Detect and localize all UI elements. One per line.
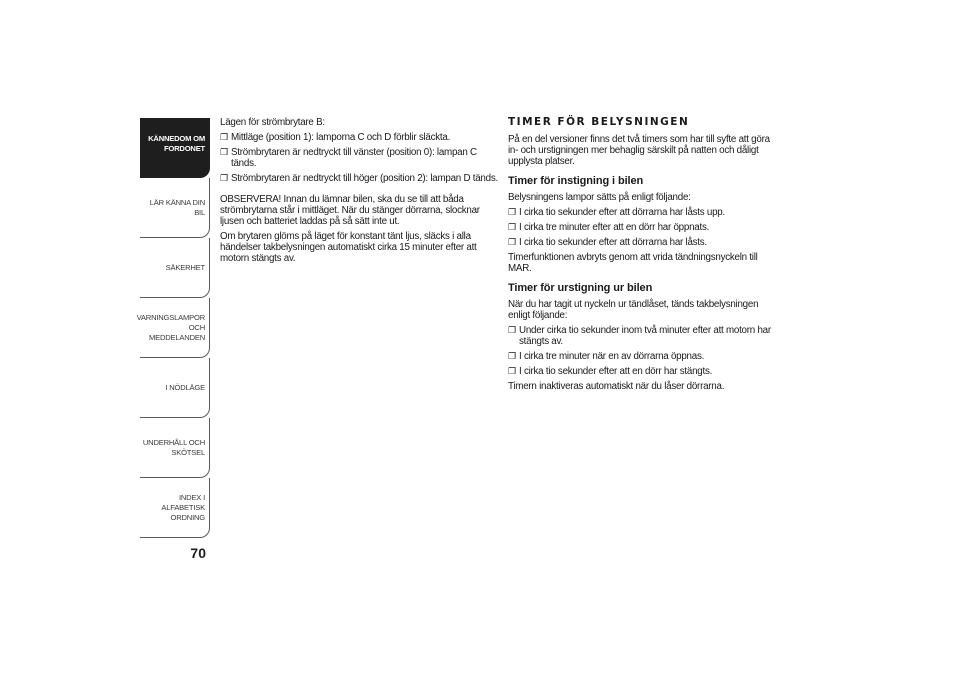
list-item: ❐ I cirka tre minuter när en av dörrarna öppnas. xyxy=(508,351,705,362)
checkbox-bullet-icon: ❐ xyxy=(508,325,516,335)
chapter-sidebar xyxy=(136,118,210,538)
tab-underhall-och-skotsel[interactable] xyxy=(140,418,210,478)
checkbox-bullet-icon: ❐ xyxy=(508,351,516,361)
tab-label: SÄKERHET xyxy=(165,262,205,272)
subsection-outro: Timerfunktionen avbryts genom att vrida tändningsnyckeln till MAR. xyxy=(508,252,758,274)
subsection-outro: Timern inaktiveras automatiskt när du låser dörrarna. xyxy=(508,381,725,392)
checkbox-bullet-icon: ❐ xyxy=(220,173,228,183)
right-column xyxy=(508,117,774,396)
checkbox-bullet-icon: ❐ xyxy=(220,132,228,142)
tab-varningslampor[interactable] xyxy=(136,298,210,358)
subsection-heading: Timer för urstigning ur bilen xyxy=(508,282,653,294)
checkbox-bullet-icon: ❐ xyxy=(508,222,516,232)
tab-label: KÄNNEDOM OM FORDONET xyxy=(148,134,205,153)
tab-index[interactable] xyxy=(140,478,210,538)
tab-kannedom-om-fordonet[interactable] xyxy=(140,118,210,178)
checkbox-bullet-icon: ❐ xyxy=(220,147,228,157)
list-item: ❐ I cirka tio sekunder efter att dörrarna har låsts upp. xyxy=(508,207,725,218)
tab-label: UNDERHÅLL OCH SKÖTSEL xyxy=(142,437,205,457)
list-item: ❐ Strömbrytaren är nedtryckt till höger (position 2): lampan D tänds. xyxy=(220,173,498,184)
subsection-intro: Belysningens lampor sätts på enligt följande: xyxy=(508,192,691,203)
page-number: 70 xyxy=(190,545,206,561)
list-item: ❐ Mittläge (position 1): lamporna C och D förblir släckta. xyxy=(220,132,451,143)
subsection-intro: När du har tagit ut nyckeln ur tändlåset, tänds takbelysningen enligt följande: xyxy=(508,299,759,321)
tab-lar-kanna-din-bil[interactable] xyxy=(140,178,210,238)
checkbox-bullet-icon: ❐ xyxy=(508,207,516,217)
note-paragraph: Om brytaren glöms på läget för konstant tänt ljus, släcks i alla händelser takbelysningen automatiskt cirka 15 minuter efter att motorn stängts av. xyxy=(220,231,477,264)
list-item: ❐ Strömbrytaren är nedtryckt till vänster (position 0): lampan C tänds. xyxy=(220,147,477,169)
tab-label: VARNINGSLAMPOR OCH MEDDELANDEN xyxy=(136,312,205,342)
list-item: ❐ I cirka tre minuter efter att en dörr har öppnats. xyxy=(508,222,710,233)
note-paragraph: OBSERVERA! Innan du lämnar bilen, ska du se till att båda strömbrytarna står i mittläget. När du stänger dörrarna, slocknar ljusen och batteriet laddas på så sätt inte ut. xyxy=(220,194,480,227)
switch-positions-intro: Lägen för strömbrytare B: xyxy=(220,117,325,128)
intro-paragraph: På en del versioner finns det två timers som har till syfte att göra in- och urstigningen mer behaglig särskilt på natten och dåligt upplysta platser. xyxy=(508,134,770,167)
tab-label: INDEX I ALFABETISK ORDNING xyxy=(161,492,205,522)
tab-i-nodlage[interactable] xyxy=(140,358,210,418)
tab-label: LÄR KÄNNA DIN BIL xyxy=(149,197,205,217)
list-item: ❐ I cirka tio sekunder efter att dörrarna har låsts. xyxy=(508,237,707,248)
list-item: ❐ I cirka tio sekunder efter att en dörr har stängts. xyxy=(508,366,713,377)
checkbox-bullet-icon: ❐ xyxy=(508,237,516,247)
list-item: ❐ Under cirka tio sekunder inom två minuter efter att motorn har stängts av. xyxy=(508,325,771,347)
checkbox-bullet-icon: ❐ xyxy=(508,366,516,376)
tab-sakerhet[interactable] xyxy=(140,238,210,298)
tab-label: I NÖDLÄGE xyxy=(165,382,205,392)
left-column xyxy=(220,117,500,268)
subsection-heading: Timer för instigning i bilen xyxy=(508,175,644,187)
section-heading: TIMER FÖR BELYSNINGEN xyxy=(508,116,690,128)
